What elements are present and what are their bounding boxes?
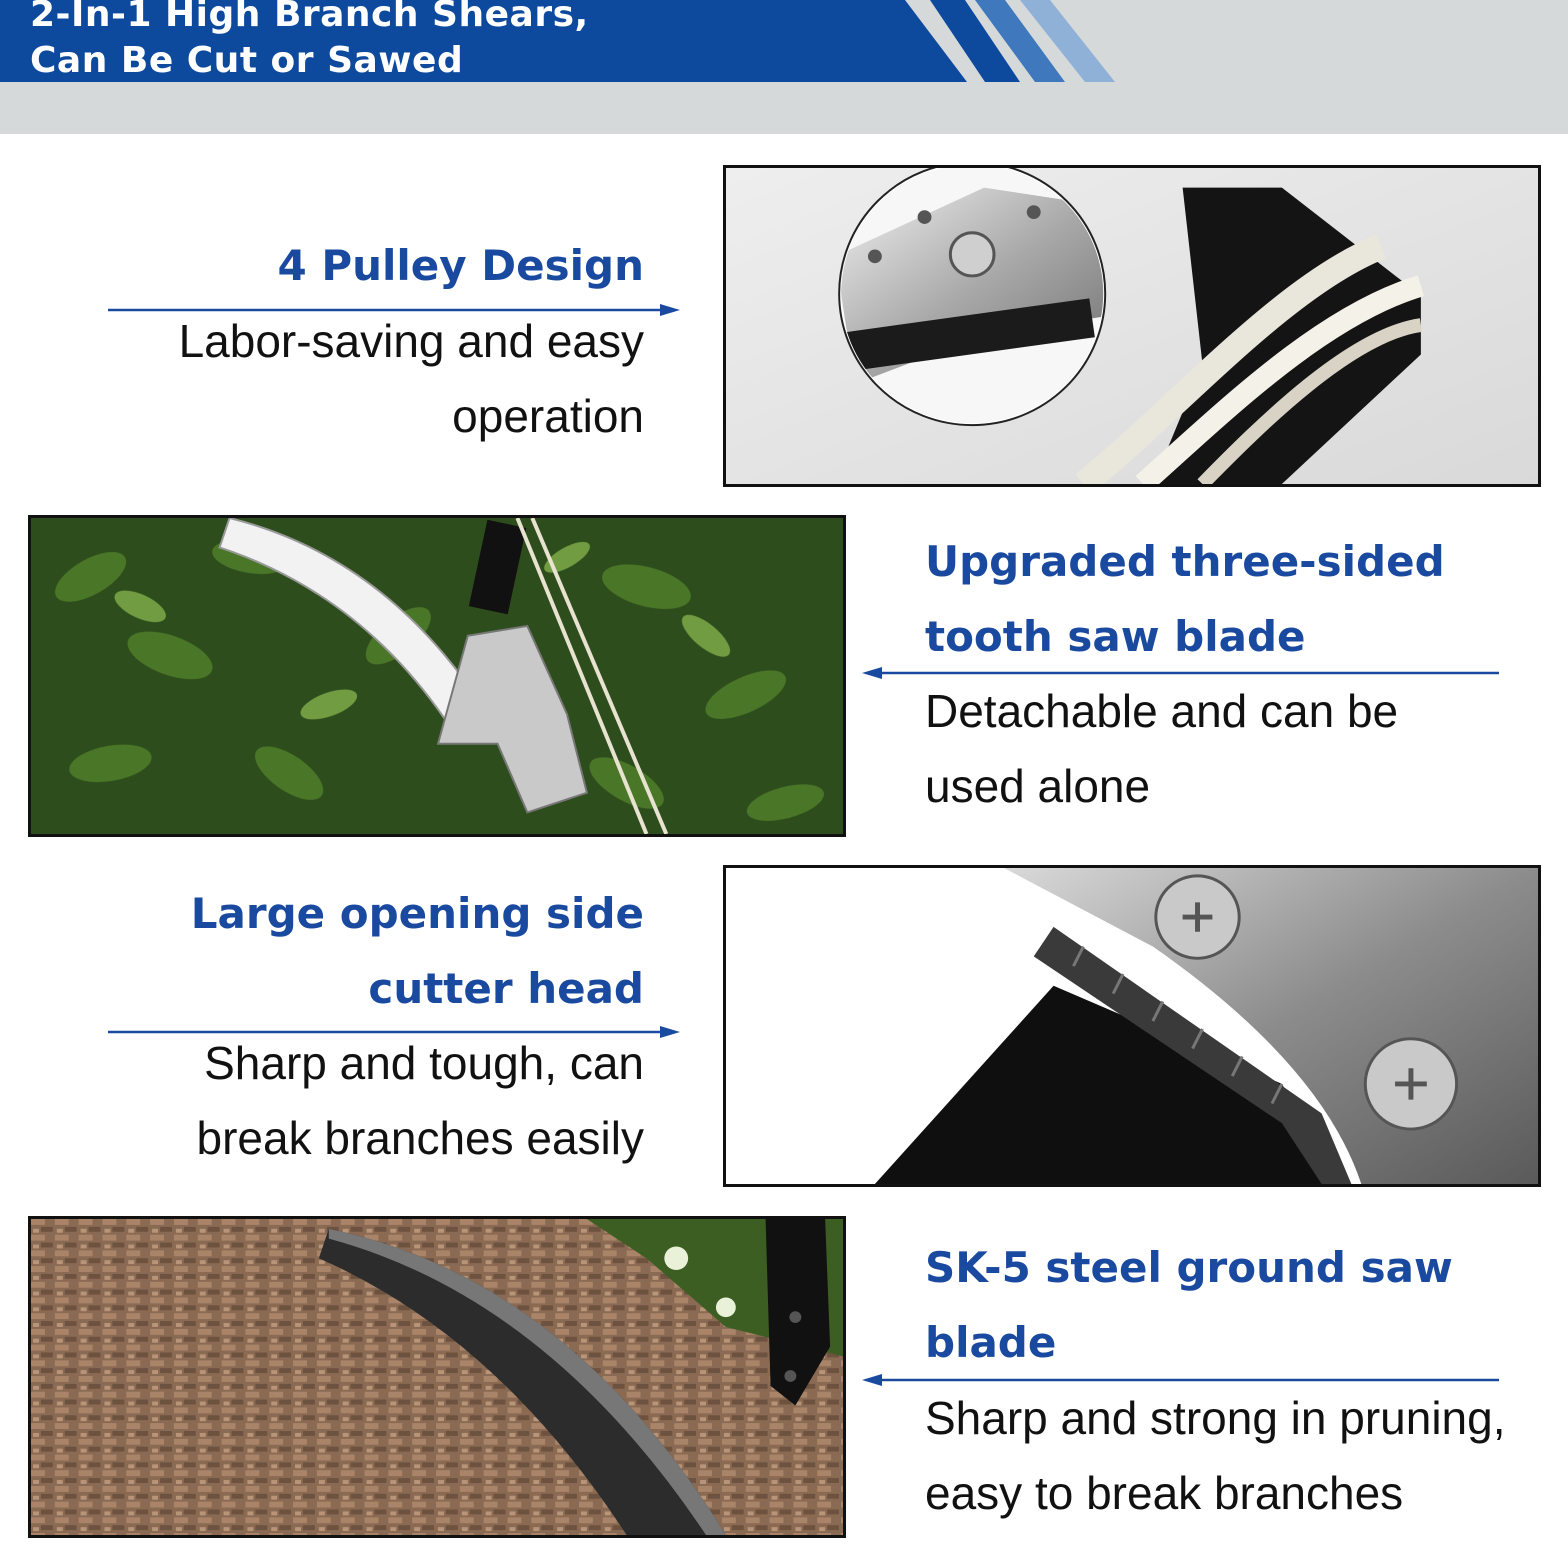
description-line: Sharp and strong in pruning,	[925, 1392, 1506, 1444]
description-line: used alone	[925, 760, 1151, 812]
description-line: operation	[452, 390, 644, 442]
description-line: break branches easily	[196, 1112, 644, 1164]
description-line: Labor-saving and easy	[178, 315, 644, 367]
pulley-closeup-image	[723, 165, 1541, 487]
feature-heading-pulley	[277, 228, 644, 303]
feature-description-cutter-head	[197, 1026, 644, 1176]
feature-description-pulley	[179, 304, 644, 454]
banner-title-line1: 2-In-1 High Branch Shears,	[30, 0, 589, 35]
feature-description-saw-blade	[925, 674, 1398, 824]
heading-line: blade	[925, 1318, 1057, 1367]
heading-line: cutter head	[368, 964, 644, 1013]
heading-line: Large opening side	[190, 889, 644, 938]
saw-cutting-trunk-image	[28, 1216, 846, 1538]
feature-heading-sk5-blade	[925, 1230, 1453, 1380]
description-line: easy to break branches	[925, 1467, 1404, 1519]
saw-blade-in-tree-image	[28, 515, 846, 837]
heading-line: Upgraded three-sided	[925, 537, 1445, 586]
feature-description-sk5-blade	[925, 1381, 1506, 1531]
banner-title-line2: Can Be Cut or Sawed	[30, 40, 464, 81]
heading-line: tooth saw blade	[925, 612, 1306, 661]
heading-line: 4 Pulley Design	[277, 241, 644, 290]
cutter-head-closeup-image	[723, 865, 1541, 1187]
banner-title	[30, 0, 589, 84]
description-line: Sharp and tough, can	[204, 1037, 644, 1089]
feature-heading-cutter-head	[191, 876, 644, 1026]
feature-heading-saw-blade	[925, 524, 1445, 674]
heading-line: SK-5 steel ground saw	[925, 1243, 1453, 1292]
description-line: Detachable and can be	[925, 685, 1399, 737]
